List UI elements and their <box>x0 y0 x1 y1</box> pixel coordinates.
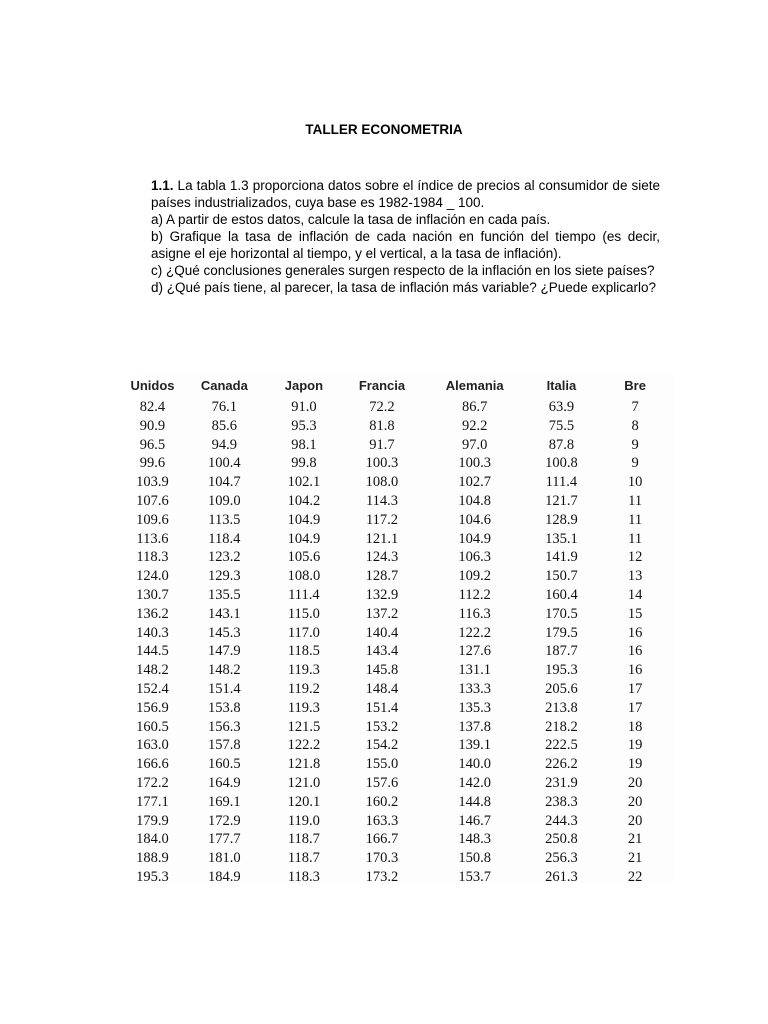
table-cell: 119.2 <box>287 680 320 697</box>
table-cell: 124.3 <box>365 549 399 566</box>
table-cell: 100.8 <box>545 455 578 472</box>
table-cell: 136.2 <box>136 605 169 622</box>
table-row <box>124 492 673 511</box>
table-cell: 86.7 <box>462 399 488 415</box>
question-intro-text: La tabla 1.3 proporciona datos sobre el índice de precios al consumidor de siete países industrializados, cuya base es 1982-1984 _ 100. <box>151 178 660 210</box>
table-cell: 121.1 <box>365 530 399 547</box>
table-cell: 20 <box>627 812 643 829</box>
table-cell: 129.3 <box>208 568 241 585</box>
table-cell: 172.2 <box>136 774 169 791</box>
table-cell: 218.2 <box>545 718 578 735</box>
table-cell: 187.7 <box>545 643 578 660</box>
table-cell: 15 <box>627 605 643 622</box>
table-cell: 108.0 <box>287 568 321 585</box>
question-part-a: a) A partir de estos datos, calcule la tasa de inflación en cada país. <box>151 212 551 227</box>
table-cell: 121.7 <box>545 492 578 509</box>
question-part-b: b) Grafique la tasa de inflación de cada nación en función del tiempo (es decir, asigne el eje horizontal al tiempo, y el vertical, a la tasa de inflación). <box>151 229 660 261</box>
table-cell: 130.7 <box>136 586 169 603</box>
table-cell: 122.2 <box>287 737 321 754</box>
table-row <box>124 436 673 455</box>
table-cell: 184.9 <box>208 868 241 885</box>
table-cell: 63.9 <box>548 399 575 415</box>
table-row <box>124 868 673 887</box>
table-cell: 238.3 <box>545 793 578 810</box>
table-cell: 11 <box>628 492 643 509</box>
column-header: Japon <box>284 378 324 393</box>
table-cell: 163.0 <box>136 737 169 754</box>
table-cell: 16 <box>627 624 643 641</box>
table-cell: 177.7 <box>208 831 241 848</box>
column-header: Canada <box>200 378 248 393</box>
table-row <box>124 699 673 718</box>
table-cell: 157.8 <box>208 737 241 754</box>
table-cell: 100.3 <box>458 455 492 472</box>
table-cell: 104.9 <box>458 530 492 547</box>
table-cell: 137.2 <box>365 605 399 622</box>
table-cell: 261.3 <box>545 868 578 885</box>
question-part-d: d) ¿Qué país tiene, al parecer, la tasa de inflación más variable? ¿Puede explicarlo? <box>151 280 657 295</box>
table-cell: 21 <box>627 850 643 867</box>
table-cell: 11 <box>628 530 643 547</box>
table-cell: 10 <box>627 474 643 491</box>
table-cell: 205.6 <box>545 680 578 697</box>
table-cell: 7 <box>631 399 639 415</box>
table-cell: 160.5 <box>208 756 241 773</box>
table-cell: 98.1 <box>291 436 317 453</box>
table-cell: 85.6 <box>211 417 238 434</box>
table-cell: 170.3 <box>365 850 399 867</box>
table-cell: 11 <box>628 511 643 528</box>
table-cell: 16 <box>627 643 643 660</box>
table-cell: 195.3 <box>136 868 169 885</box>
table-cell: 150.7 <box>545 568 578 585</box>
table-row <box>124 755 673 774</box>
table-cell: 133.3 <box>458 680 492 697</box>
table-row <box>124 718 673 737</box>
table-cell: 118.3 <box>287 868 320 885</box>
table-cell: 76.1 <box>211 399 238 415</box>
table-cell: 87.8 <box>548 436 575 453</box>
table-cell: 148.2 <box>208 662 241 679</box>
table-cell: 179.5 <box>545 624 578 641</box>
table-row <box>124 736 673 755</box>
table-cell: 104.2 <box>287 492 321 509</box>
table-cell: 148.2 <box>136 662 169 679</box>
table-cell: 113.6 <box>136 530 169 547</box>
table-row <box>124 624 673 643</box>
table-cell: 75.5 <box>548 417 575 434</box>
table-cell: 137.8 <box>458 718 492 735</box>
table-cell: 166.7 <box>365 831 399 848</box>
table-cell: 244.3 <box>545 812 578 829</box>
table-cell: 123.2 <box>208 549 241 566</box>
column-header: Italia <box>546 378 577 393</box>
table-cell: 145.3 <box>208 624 241 641</box>
table-cell: 128.7 <box>365 568 399 585</box>
table-cell: 115.0 <box>287 605 320 622</box>
question-block <box>151 177 660 296</box>
table-cell: 113.5 <box>208 511 241 528</box>
table-header-row <box>124 372 673 398</box>
table-cell: 104.7 <box>208 474 241 491</box>
column-header: Unidos <box>130 378 175 393</box>
table-cell: 147.9 <box>208 643 241 660</box>
table-cell: 99.8 <box>291 455 317 472</box>
table-cell: 16 <box>627 662 643 679</box>
table-cell: 140.4 <box>365 624 399 641</box>
column-header: Bre <box>624 378 646 393</box>
table-cell: 9 <box>631 436 639 453</box>
table-cell: 90.9 <box>139 417 166 434</box>
table-cell: 144.5 <box>136 643 169 660</box>
table-cell: 231.9 <box>545 774 578 791</box>
table-cell: 164.9 <box>208 774 241 791</box>
table-cell: 160.5 <box>136 718 169 735</box>
table-cell: 100.3 <box>365 455 399 472</box>
table-cell: 102.1 <box>287 474 321 491</box>
table-cell: 127.6 <box>458 643 492 660</box>
table-cell: 20 <box>627 774 643 791</box>
table-cell: 154.2 <box>365 737 399 754</box>
table-cell: 91.0 <box>291 399 317 415</box>
table-cell: 166.6 <box>136 756 169 773</box>
table-cell: 181.0 <box>208 850 241 867</box>
table-row <box>124 586 673 605</box>
table-cell: 118.7 <box>287 831 320 848</box>
table-cell: 179.9 <box>136 812 169 829</box>
table-cell: 13 <box>627 568 643 585</box>
table-cell: 145.8 <box>365 662 399 679</box>
table-cell: 143.4 <box>365 643 399 660</box>
table-row <box>124 812 673 831</box>
table-cell: 95.3 <box>291 417 317 434</box>
table-cell: 135.3 <box>458 699 492 716</box>
table-cell: 153.8 <box>208 699 241 716</box>
table-cell: 14 <box>627 586 643 603</box>
table-row <box>124 454 673 473</box>
question-part-c: c) ¿Qué conclusiones generales surgen respecto de la inflación en los siete países? <box>151 263 655 278</box>
table-cell: 153.2 <box>365 718 399 735</box>
table-cell: 118.5 <box>287 643 320 660</box>
table-cell: 18 <box>627 718 643 735</box>
table-cell: 82.4 <box>139 399 166 415</box>
table-cell: 100.4 <box>208 455 241 472</box>
table-cell: 91.7 <box>369 436 395 453</box>
table-cell: 177.1 <box>136 793 169 810</box>
table-cell: 142.0 <box>458 774 492 791</box>
table-cell: 151.4 <box>208 680 241 697</box>
table-cell: 140.0 <box>458 756 492 773</box>
table-cell: 104.9 <box>287 530 321 547</box>
table-cell: 96.5 <box>139 436 166 453</box>
table-cell: 155.0 <box>365 756 399 773</box>
table-cell: 119.0 <box>287 812 320 829</box>
table-cell: 104.6 <box>458 511 492 528</box>
table-cell: 169.1 <box>208 793 241 810</box>
table-cell: 111.4 <box>545 474 578 491</box>
table-cell: 150.8 <box>458 850 492 867</box>
table-cell: 22 <box>627 868 643 885</box>
question-number: 1.1. <box>151 178 174 193</box>
table-cell: 92.2 <box>462 417 488 434</box>
table-cell: 105.6 <box>287 549 321 566</box>
table-cell: 117.2 <box>365 511 399 528</box>
table-cell: 99.6 <box>139 455 166 472</box>
table-cell: 144.8 <box>458 793 492 810</box>
table-cell: 153.7 <box>458 868 492 885</box>
table-cell: 112.2 <box>458 586 491 603</box>
table-cell: 94.9 <box>211 436 238 453</box>
table-row <box>124 530 673 549</box>
table-cell: 114.3 <box>365 492 399 509</box>
table-row <box>124 661 673 680</box>
table-cell: 148.3 <box>458 831 492 848</box>
table-cell: 135.5 <box>208 586 241 603</box>
table-cell: 132.9 <box>365 586 399 603</box>
table-cell: 72.2 <box>369 399 395 415</box>
page-title: TALLER ECONOMETRIA <box>305 122 463 137</box>
table-cell: 17 <box>627 680 643 697</box>
table-cell: 250.8 <box>545 831 578 848</box>
table-cell: 120.1 <box>287 793 321 810</box>
column-header: Alemania <box>445 378 504 393</box>
table-cell: 118.4 <box>208 530 241 547</box>
table-cell: 139.1 <box>458 737 492 754</box>
table-cell: 256.3 <box>545 850 578 867</box>
table-cell: 12 <box>627 549 643 566</box>
table-cell: 140.3 <box>136 624 169 641</box>
table-cell: 19 <box>627 756 643 773</box>
cpi-table <box>124 372 673 887</box>
table-cell: 213.8 <box>545 699 578 716</box>
table-row <box>124 849 673 868</box>
table-cell: 121.0 <box>287 774 321 791</box>
table-cell: 226.2 <box>545 756 578 773</box>
table-cell: 19 <box>627 737 643 754</box>
table-cell: 160.2 <box>365 793 399 810</box>
table-cell: 188.9 <box>136 850 169 867</box>
table-cell: 9 <box>631 455 639 472</box>
table-cell: 104.9 <box>287 511 321 528</box>
table-cell: 141.9 <box>545 549 578 566</box>
table-cell: 128.9 <box>545 511 578 528</box>
table-cell: 156.3 <box>208 718 241 735</box>
table-cell: 170.5 <box>545 605 578 622</box>
table-cell: 17 <box>627 699 643 716</box>
table-row <box>124 548 673 567</box>
table-cell: 156.9 <box>136 699 169 716</box>
table-cell: 20 <box>627 793 643 810</box>
table-cell: 121.5 <box>287 718 321 735</box>
table-cell: 146.7 <box>458 812 492 829</box>
table-cell: 173.2 <box>365 868 399 885</box>
table-row <box>124 793 673 812</box>
table-cell: 108.0 <box>365 474 399 491</box>
table-cell: 172.9 <box>208 812 241 829</box>
table-cell: 118.7 <box>287 850 320 867</box>
table-row <box>124 417 673 436</box>
table-cell: 102.7 <box>458 474 492 491</box>
table-cell: 119.3 <box>287 699 320 716</box>
table-row <box>124 642 673 661</box>
table-cell: 116.3 <box>458 605 491 622</box>
table-cell: 109.6 <box>136 511 169 528</box>
table-cell: 117.0 <box>287 624 320 641</box>
table-cell: 8 <box>631 417 639 434</box>
table-cell: 143.1 <box>208 605 241 622</box>
table-cell: 184.0 <box>136 831 169 848</box>
table-row <box>124 473 673 492</box>
table-row <box>124 511 673 530</box>
table-cell: 97.0 <box>462 436 488 453</box>
table-cell: 118.3 <box>136 549 169 566</box>
table-cell: 195.3 <box>545 662 578 679</box>
table-row <box>124 830 673 849</box>
table-body <box>124 398 673 887</box>
table-cell: 122.2 <box>458 624 492 641</box>
table-cell: 106.3 <box>458 549 492 566</box>
table-cell: 157.6 <box>365 774 399 791</box>
table-cell: 119.3 <box>287 662 320 679</box>
table-cell: 124.0 <box>136 568 169 585</box>
table-cell: 121.8 <box>287 756 321 773</box>
table-row <box>124 680 673 699</box>
table-cell: 103.9 <box>136 474 169 491</box>
table-row <box>124 605 673 624</box>
table-row <box>124 774 673 793</box>
table-cell: 131.1 <box>458 662 492 679</box>
table-row <box>124 398 673 417</box>
table-cell: 111.4 <box>288 586 320 603</box>
table-cell: 135.1 <box>545 530 578 547</box>
table-cell: 107.6 <box>136 492 169 509</box>
table-cell: 151.4 <box>365 699 399 716</box>
table-cell: 160.4 <box>545 586 578 603</box>
table-cell: 222.5 <box>545 737 578 754</box>
cpi-table-image <box>130 372 673 885</box>
table-cell: 148.4 <box>365 680 399 697</box>
table-cell: 152.4 <box>136 680 169 697</box>
table-cell: 109.0 <box>208 492 241 509</box>
table-cell: 109.2 <box>458 568 492 585</box>
table-cell: 21 <box>627 831 643 848</box>
table-cell: 104.8 <box>458 492 492 509</box>
table-cell: 81.8 <box>369 417 395 434</box>
column-header: Francia <box>358 378 406 393</box>
table-cell: 163.3 <box>365 812 399 829</box>
table-row <box>124 567 673 586</box>
question-intro <box>151 177 660 211</box>
